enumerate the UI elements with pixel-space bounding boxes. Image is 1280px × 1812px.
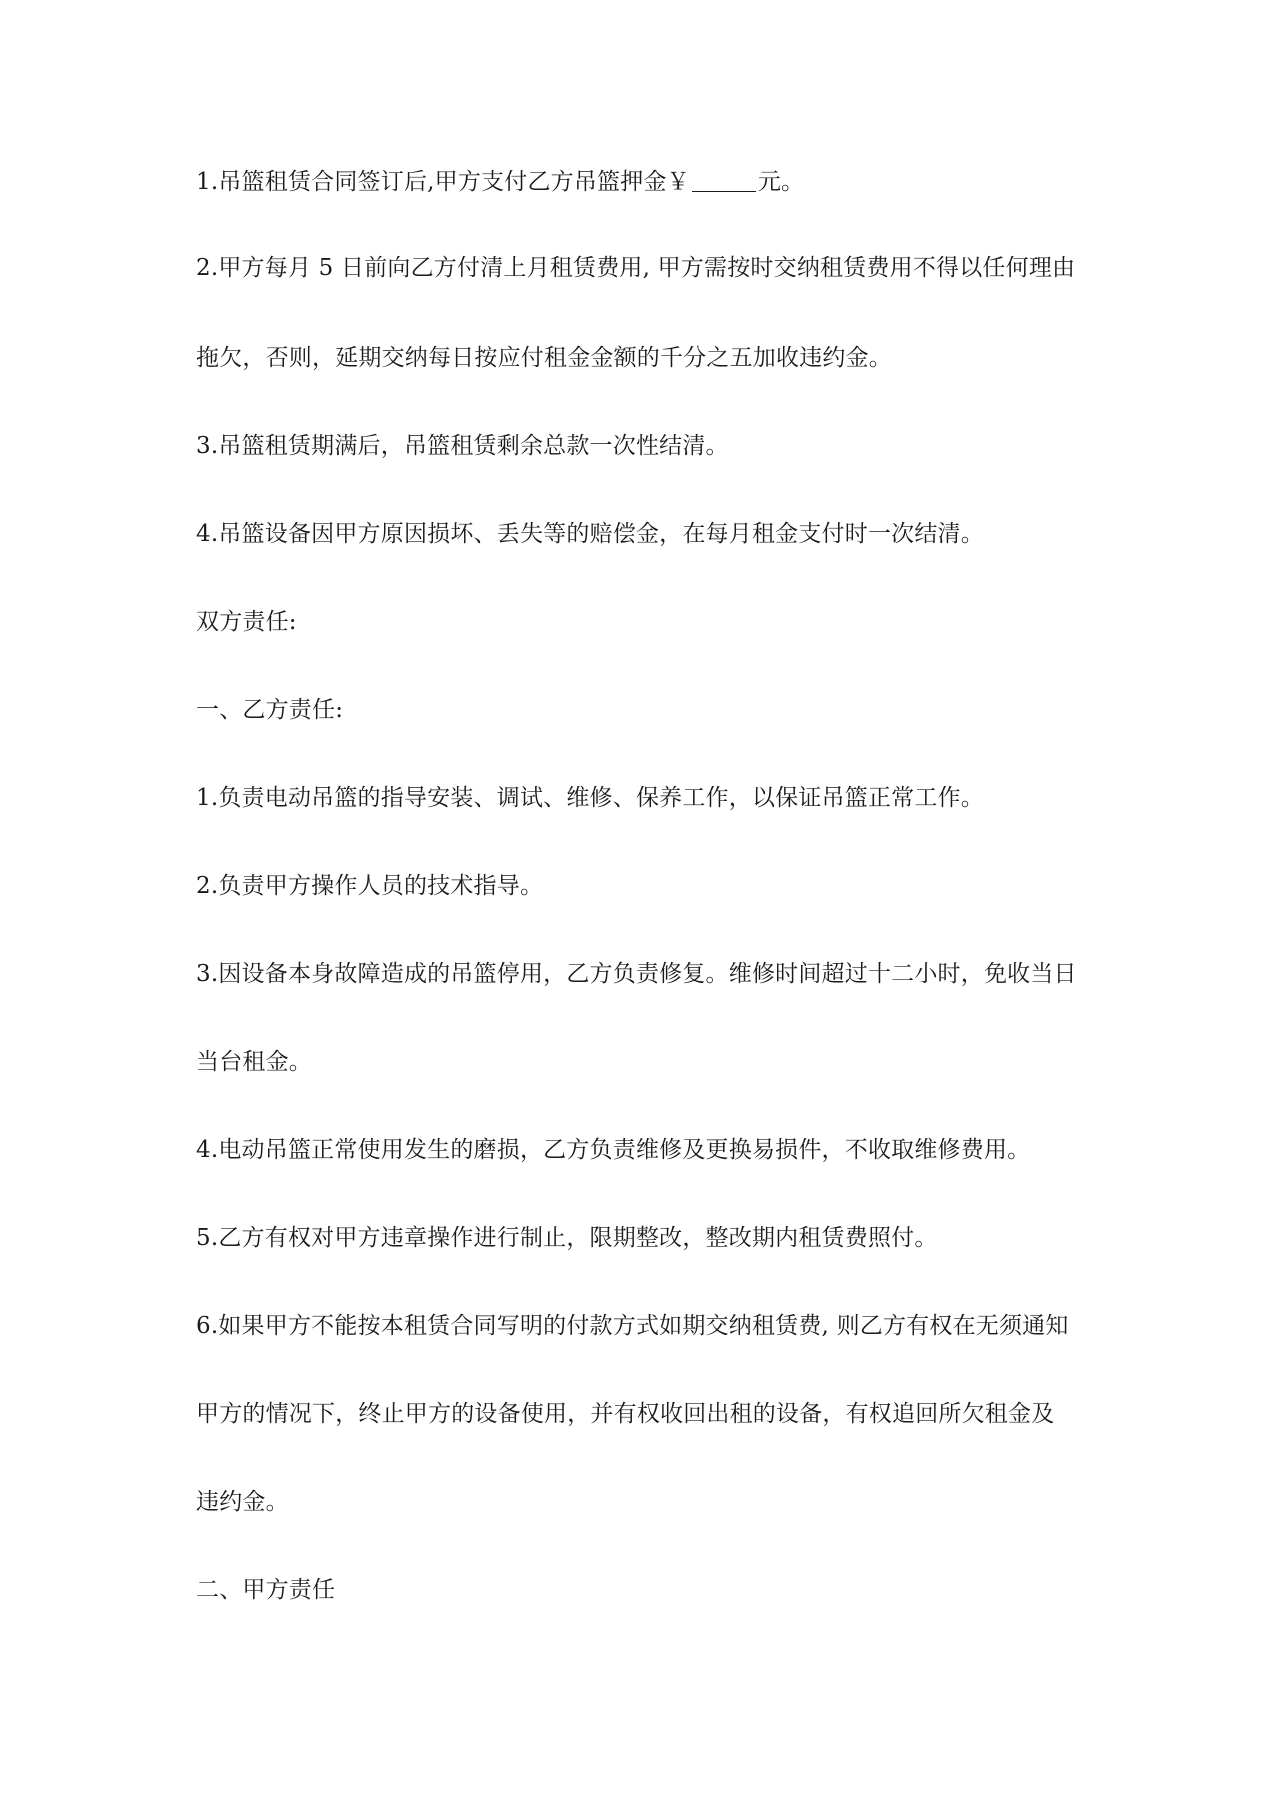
payment-clause-1-unit: 元。 [757, 169, 805, 195]
payment-clause-1-text: 1.吊篮租赁合同签订后,甲方支付乙方吊篮押金￥ [196, 169, 690, 195]
party-b-clause-4: 4.电动吊篮正常使用发生的磨损，乙方负责维修及更换易损件，不收取维修费用。 [196, 1137, 1031, 1163]
section-heading-party-a: 二、甲方责任 [196, 1577, 336, 1603]
payment-clause-3: 3.吊篮租赁期满后，吊篮租赁剩余总款一次性结清。 [196, 433, 729, 459]
payment-clause-1 [196, 166, 804, 198]
party-b-clause-6-line-3: 违约金。 [196, 1489, 289, 1515]
section-heading-mutual-responsibilities: 双方责任: [196, 609, 297, 635]
payment-clause-2-line-1: 2.甲方每月 5 日前向乙方付清上月租赁费用, 甲方需按时交纳租赁费用不得以任何理由 [196, 255, 1076, 281]
deposit-amount-blank [692, 190, 756, 192]
payment-clause-2-line-2: 拖欠，否则，延期交纳每日按应付租金金额的千分之五加收违约金。 [196, 345, 892, 371]
party-b-clause-5: 5.乙方有权对甲方违章操作进行制止，限期整改，整改期内租赁费照付。 [196, 1225, 938, 1251]
payment-clause-4: 4.吊篮设备因甲方原因损坏、丢失等的赔偿金，在每月租金支付时一次结清。 [196, 521, 984, 547]
party-b-clause-6-line-1: 6.如果甲方不能按本租赁合同写明的付款方式如期交纳租赁费, 则乙方有权在无须通知 [196, 1313, 1069, 1339]
party-b-clause-3-line-1: 3.因设备本身故障造成的吊篮停用，乙方负责修复。维修时间超过十二小时，免收当日 [196, 961, 1077, 987]
party-b-clause-6-line-2: 甲方的情况下，终止甲方的设备使用，并有权收回出租的设备，有权追回所欠租金及 [196, 1401, 1055, 1427]
party-b-clause-1: 1.负责电动吊篮的指导安装、调试、维修、保养工作，以保证吊篮正常工作。 [196, 785, 984, 811]
section-heading-party-b: 一、乙方责任: [196, 697, 344, 723]
party-b-clause-3-line-2: 当台租金。 [196, 1049, 312, 1075]
party-b-clause-2: 2.负责甲方操作人员的技术指导。 [196, 873, 544, 899]
